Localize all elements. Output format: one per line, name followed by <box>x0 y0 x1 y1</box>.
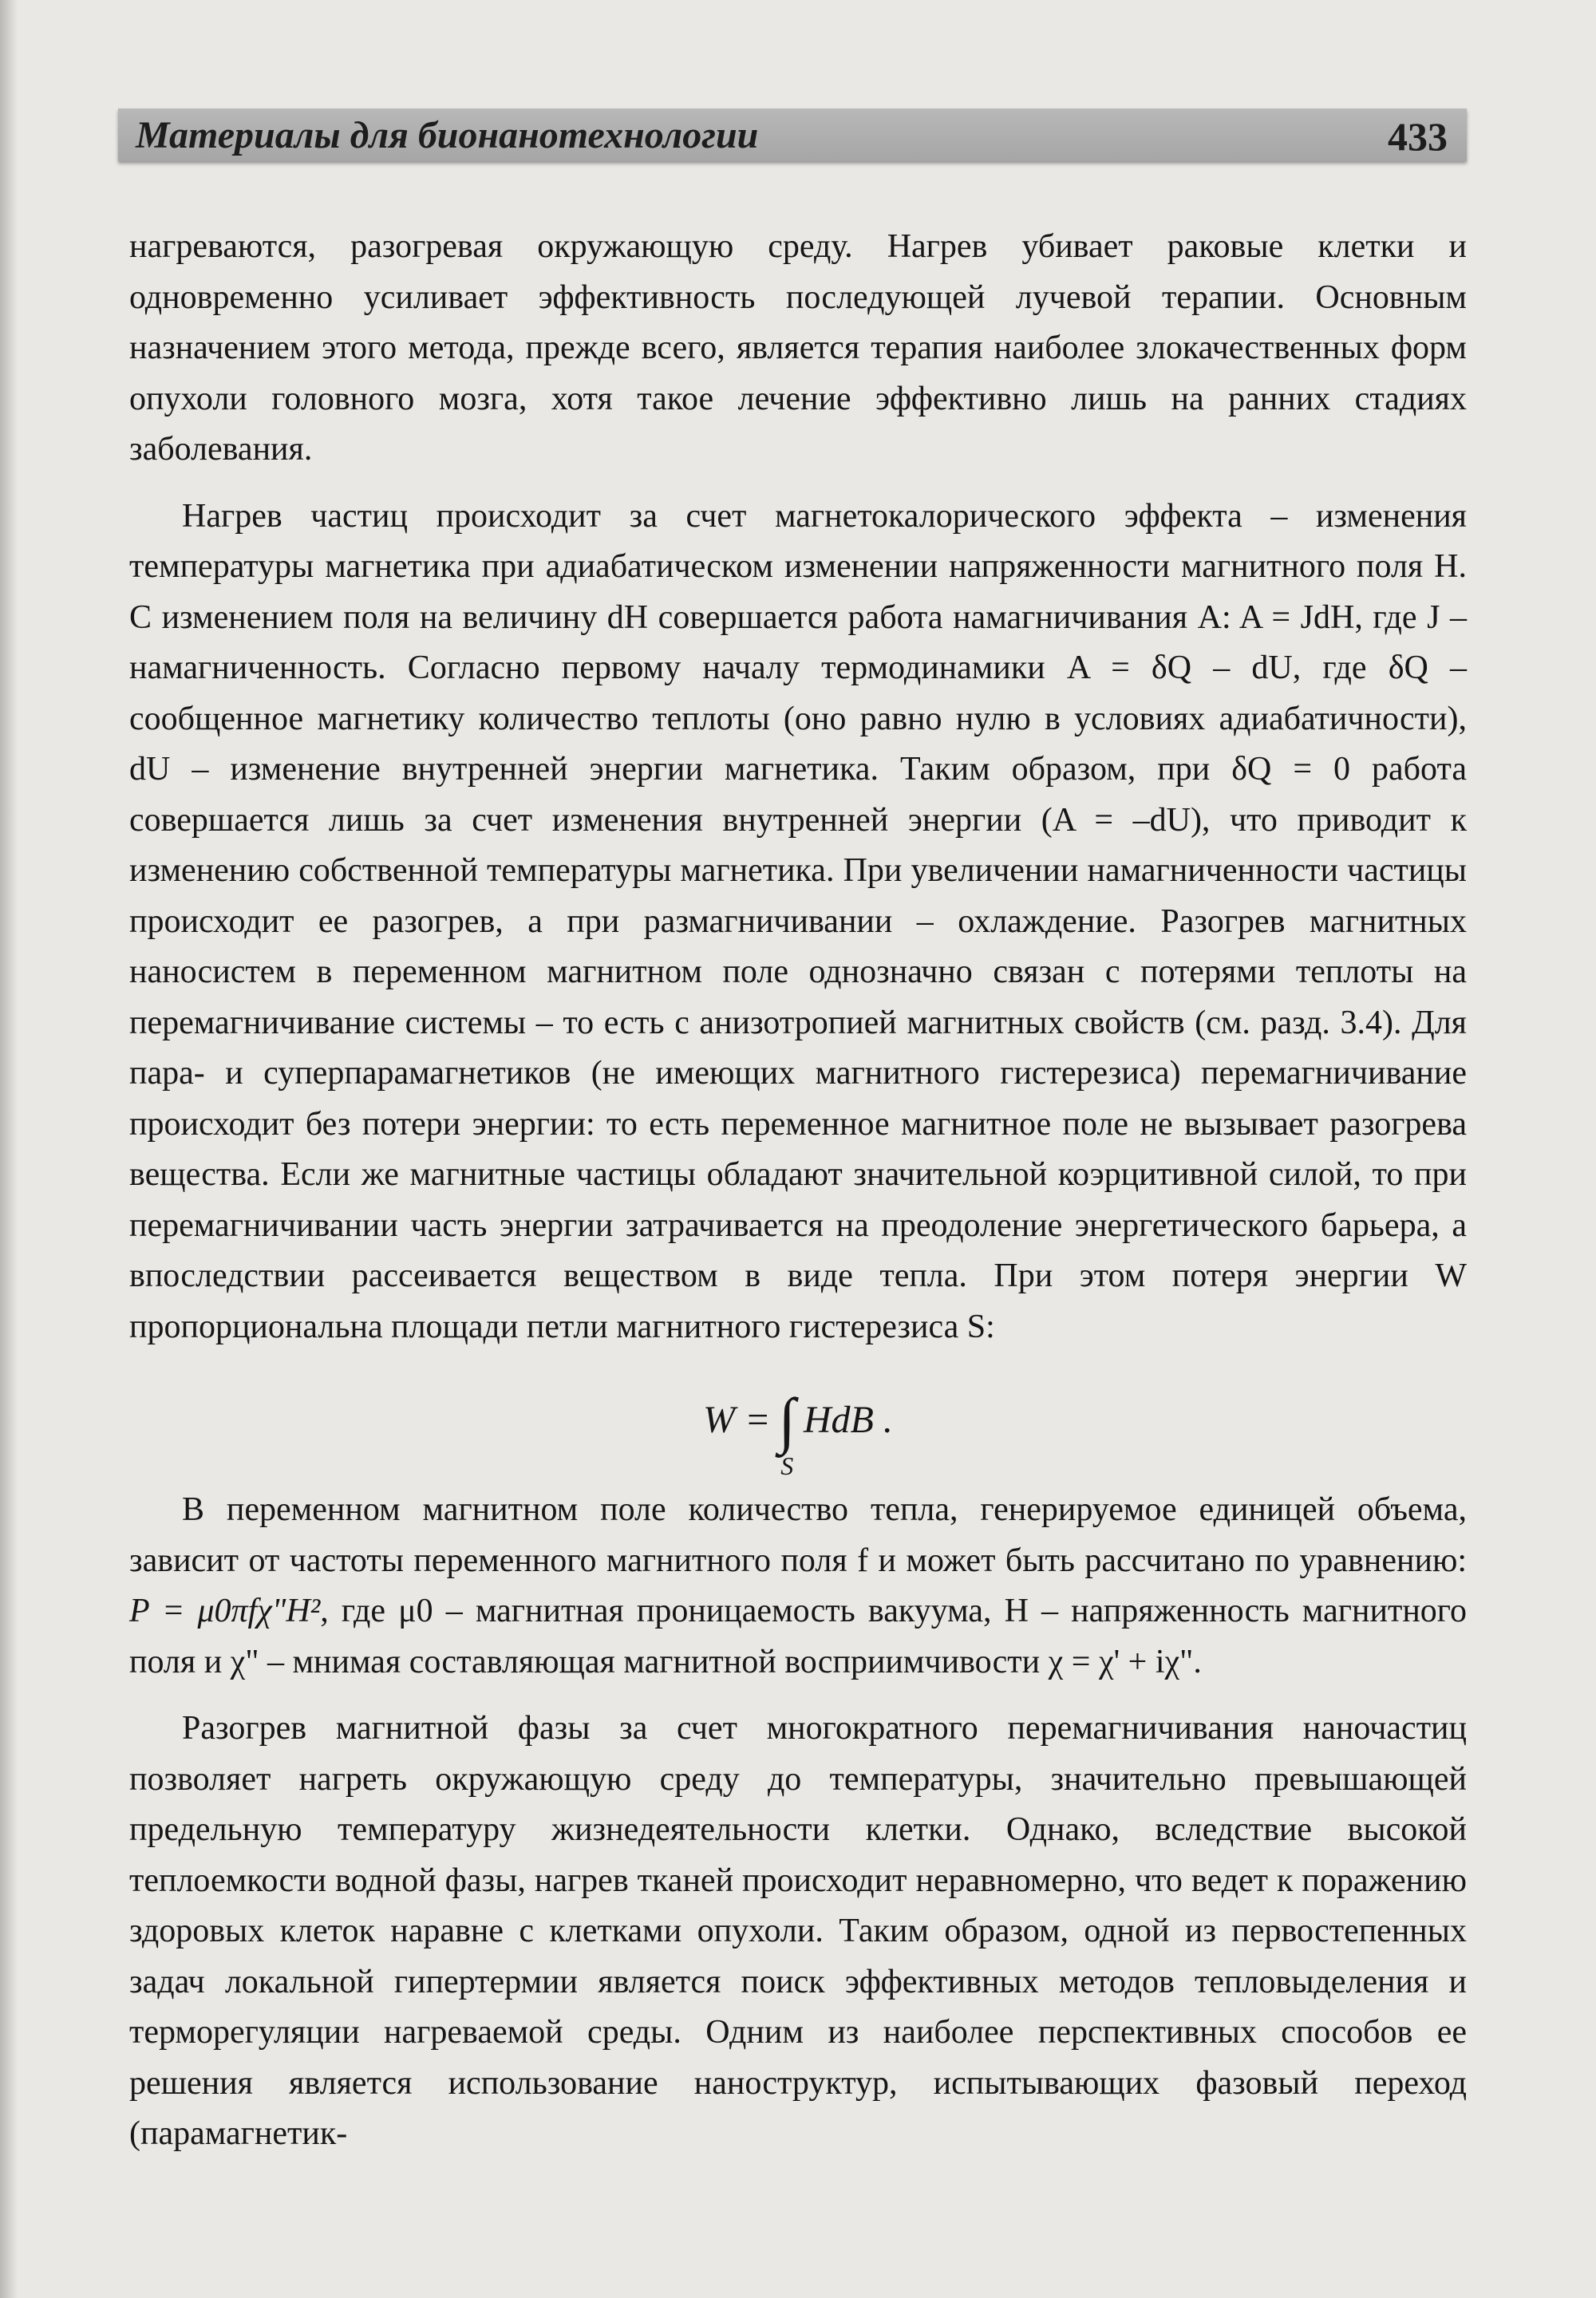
paragraph-3 <box>129 1485 1467 1688</box>
paragraph-3-text-before: В переменном магнитном поле количество тепла, генерируемое единицей объема, зависит от частоты переменного магнитного поля f и может быть рассчитано по уравнению: <box>129 1491 1467 1579</box>
integral-symbol <box>778 1385 796 1480</box>
integral-sign: ∫ <box>778 1385 796 1455</box>
page-edge-shadow <box>0 0 18 2298</box>
running-header <box>118 109 1467 161</box>
running-header-title: Материалы для бионанотехнологии <box>136 114 759 156</box>
page-number: 433 <box>1388 114 1448 159</box>
formula-lhs: W = <box>703 1399 771 1442</box>
hysteresis-loss-formula <box>129 1368 1467 1480</box>
page-body <box>129 222 1467 2176</box>
formula-rhs: HdB . <box>803 1399 893 1442</box>
integral-lower-limit: S <box>780 1451 794 1480</box>
paragraph-3-text-after: , где μ0 – магнитная проницаемость вакуума, H – напряженность магнитного поля и χ" – мнимая составляющая магнитной восприимчивости χ = χ' + iχ". <box>129 1593 1467 1680</box>
heat-generation-formula: P = μ0πfχ"H² <box>129 1593 321 1629</box>
paragraph-4: Разогрев магнитной фазы за счет многократного перемагничивания наночастиц позволяет нагреть окружающую среду до температуры, значительно превышающей предельную температуру жизнедеятельности клетки. Однако, вследствие высокой теплоемкости водной фазы, нагрев тканей происходит неравномерно, что ведет к поражению здоровых клеток наравне с клетками опухоли. Таким образом, одной из первостепенных задач локальной гипертермии является поиск эффективных методов тепловыделения и терморегуляции нагреваемой среды. Одним из наиболее перспективных способов ее решения является использование наноструктур, испытывающих фазовый переход (парамагнетик- <box>129 1710 1467 2152</box>
paragraph-2: Нагрев частиц происходит за счет магнетокалорического эффекта – изменения температуры магнетика при адиабатическом изменении напряженности магнитного поля H. С изменением поля на величину dH совершается работа намагничивания A: A = JdH, где J – намагниченность. Согласно первому началу термодинамики A = δQ – dU, где δQ – сообщенное магнетику количество теплоты (оно равно нулю в условиях адиабатичности), dU – изменение внутренней энергии магнетика. Таким образом, при δQ = 0 работа совершается лишь за счет изменения внутренней энергии (A = –dU), что приводит к изменению собственной температуры магнетика. При увеличении намагниченности частицы происходит ее разогрев, а при размагничивании – охлаждение. Разогрев магнитных наносистем в переменном магнитном поле однозначно связан с потерями теплоты на перемагничивание системы – то есть с анизотропией магнитных свойств (см. разд. 3.4). Для пара- и суперпарамагнетиков (не имеющих магнитного гистерезиса) перемагничивание происходит без потери энергии: то есть переменное магнитное поле не вызывает разогрева вещества. Если же магнитные частицы обладают значительной коэрцитивной силой, то при перемагничивании часть энергии затрачивается на преодоление энергетического барьера, а впоследствии рассеивается веществом в виде тепла. При этом потеря энергии W пропорциональна площади петли магнитного гистерезиса S: <box>129 497 1467 1345</box>
paragraph-1: нагреваются, разогревая окружающую среду. Нагрев убивает раковые клетки и одновременно усиливает эффективность последующей лучевой терапии. Основным назначением этого метода, прежде всего, является терапия наиболее злокачественных форм опухоли головного мозга, хотя такое лечение эффективно лишь на ранних стадиях заболевания. <box>129 228 1467 468</box>
